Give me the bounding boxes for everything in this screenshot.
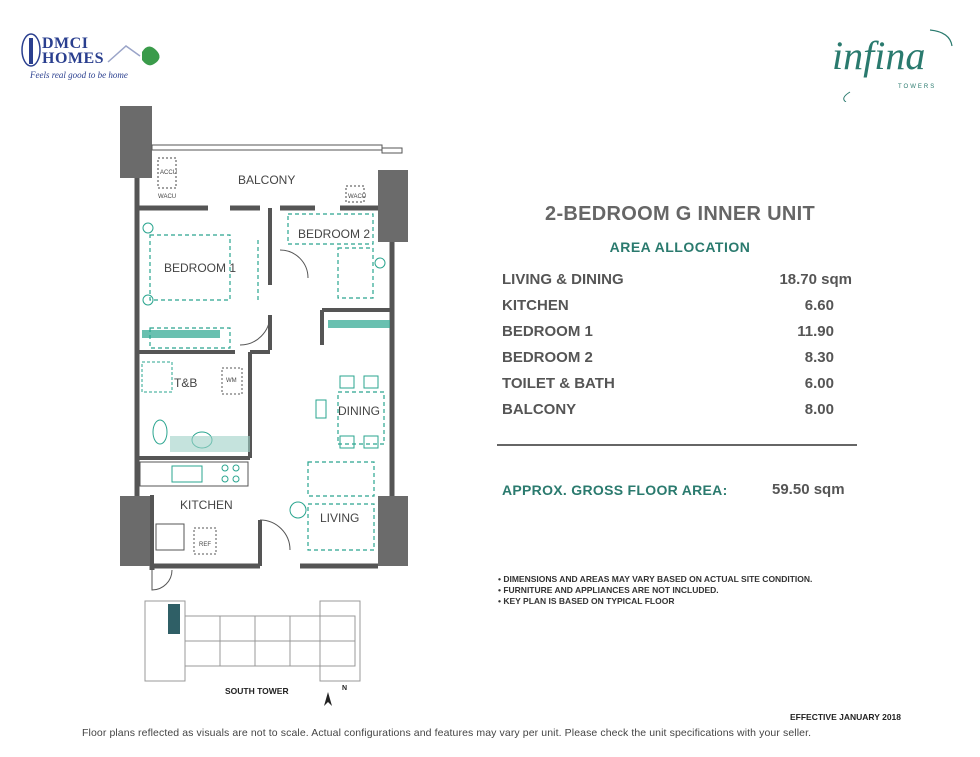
floor-plan: [110, 100, 430, 600]
bedroom2-lamp-icon: [375, 258, 385, 268]
bedroom1-lamp-icon: [143, 223, 153, 233]
door-swings: [152, 250, 308, 590]
house-outline-icon: [106, 40, 166, 70]
area-row-balcony: BALCONY 8.00: [502, 401, 834, 418]
area-row-toilet-bath: TOILET & BATH 6.00: [502, 375, 834, 392]
refrigerator: [194, 528, 216, 554]
label-living: LIVING: [320, 511, 360, 525]
service-area: [156, 524, 184, 550]
balcony-railing: [152, 145, 382, 150]
label-wacu-left: WACU: [158, 194, 177, 200]
infina-towers-logo: [830, 22, 960, 102]
dmci-tagline: Feels real good to be home: [30, 70, 128, 80]
area-row-kitchen: KITCHEN 6.60: [502, 297, 834, 314]
label-acu: ACCU: [160, 170, 178, 176]
column-top-left: [120, 106, 152, 178]
south-tower-label: SOUTH TOWER: [225, 686, 289, 696]
notes: [498, 574, 812, 607]
bathroom-counter: [170, 436, 250, 452]
label-wacu-right: WACU: [348, 194, 367, 200]
note-item: • KEY PLAN IS BASED ON TYPICAL FLOOR: [498, 596, 675, 606]
label-ref: REF: [199, 542, 211, 548]
north-arrow-icon: [318, 690, 340, 710]
infina-subtitle: TOWERS: [898, 84, 937, 90]
unit-title: 2-BEDROOM G INNER UNIT: [545, 203, 815, 225]
area-allocation-title: AREA ALLOCATION: [609, 239, 751, 255]
side-table-icon: [290, 502, 306, 518]
north-label: N: [342, 685, 348, 692]
area-row-bedroom2: BEDROOM 2 8.30: [502, 349, 834, 366]
dmci-wordmark: DMCI HOMES: [42, 35, 105, 67]
area-row-bedroom1: BEDROOM 1 11.90: [502, 323, 834, 340]
living-sofa: [308, 462, 374, 550]
label-kitchen: KITCHEN: [180, 498, 233, 512]
label-bedroom2: BEDROOM 2: [298, 227, 371, 241]
cooktop-icon: [222, 465, 239, 482]
label-tb: T&B: [174, 376, 198, 390]
effective-date: EFFECTIVE JANUARY 2018: [790, 712, 902, 722]
label-dining: DINING: [338, 404, 380, 418]
gross-floor-area-value: 59.50 sqm: [772, 481, 845, 498]
label-wm: WM: [226, 378, 237, 384]
gross-floor-area-label: APPROX. GROSS FLOOR AREA:: [502, 482, 728, 498]
area-row-living-dining: LIVING & DINING 18.70 sqm: [502, 271, 852, 288]
bedroom1-lamp-icon-2: [143, 295, 153, 305]
label-bedroom1: BEDROOM 1: [164, 261, 237, 275]
key-plan: [140, 596, 365, 686]
balcony-rail-end: [382, 148, 402, 153]
bedroom1-wardrobe: [142, 330, 220, 338]
note-item: • DIMENSIONS AND AREAS MAY VARY BASED ON ACTUAL SITE CONDITION.: [498, 574, 813, 584]
toilet-bath-fixtures: [142, 362, 212, 448]
column-bottom-left: [120, 496, 152, 566]
sink-icon: [172, 466, 202, 482]
bedroom2-wardrobe: [328, 320, 390, 328]
column-bottom-right: [378, 496, 408, 566]
note-item: • FURNITURE AND APPLIANCES ARE NOT INCLUDED.: [498, 585, 719, 595]
label-balcony: BALCONY: [238, 173, 296, 187]
dmci-emblem-icon: [20, 32, 42, 72]
column-top-right: [378, 170, 408, 242]
key-plan-unit-highlight: [168, 604, 180, 634]
area-divider: [497, 444, 857, 446]
disclaimer: Floor plans reflected as visuals are not to scale. Actual configurations and features may vary per unit. Please check the unit specifications with your seller.: [82, 727, 812, 739]
infina-wordmark: infina: [832, 33, 926, 78]
dmci-homes-logo: [20, 30, 170, 90]
